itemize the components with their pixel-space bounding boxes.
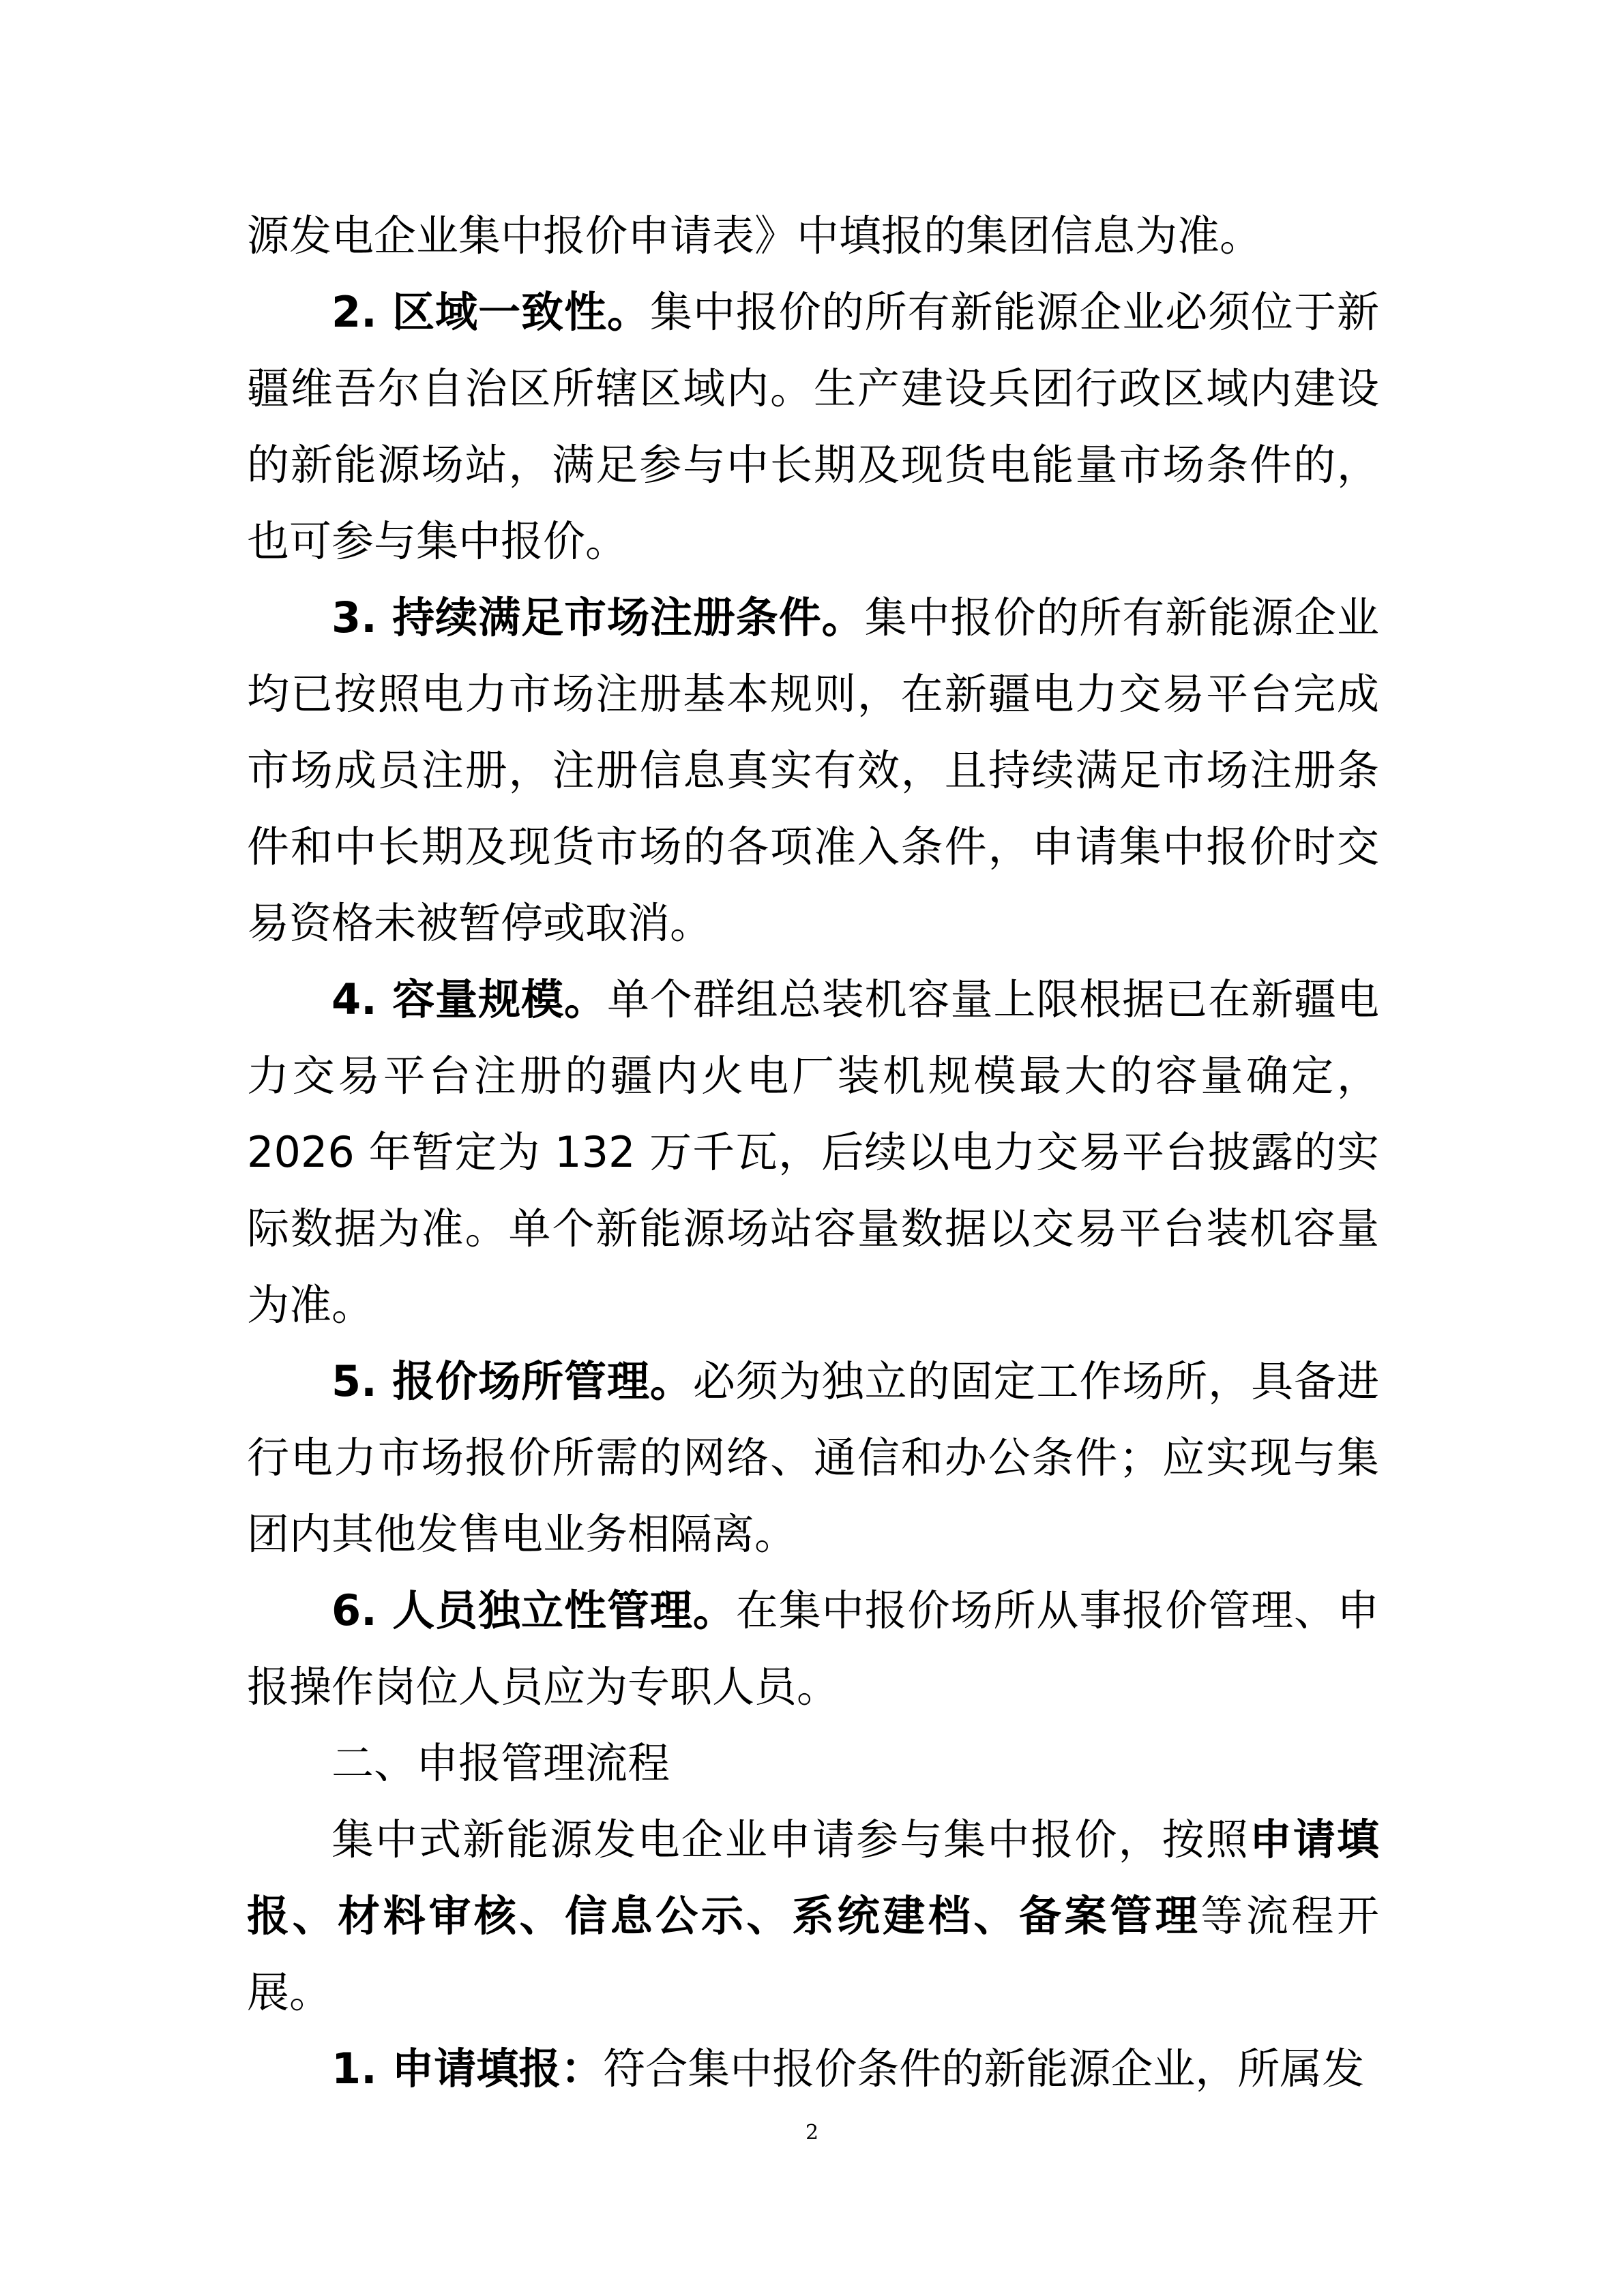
section-heading-process (247, 1725, 1379, 1802)
paragraph-process-overview (247, 1802, 1379, 2031)
paragraph-text: 单个群组总装机容量上限根据已在新疆电力交易平台注册的疆内火电厂装机规模最大的容量确定，2026 年暂定为 132 万千瓦，后续以电力交易平台披露的实际数据为准。单个新能源场站容量数据以交易平台装机容量为准。 (247, 974, 1379, 1330)
paragraph-capacity-scale (247, 961, 1379, 1343)
paragraph-text: 在集中报价场所从事报价管理、申报操作岗位人员应为专职人员。 (247, 1585, 1379, 1712)
page-number: 2 (805, 2121, 819, 2145)
paragraph-personnel-independence (247, 1572, 1379, 1725)
paragraph-continuation (247, 198, 1379, 274)
paragraph-text: 等流程开展。 (247, 1891, 1379, 2017)
item-heading-registration-conditions: 3. 持续满足市场注册条件。 (331, 593, 865, 642)
item-heading-personnel-independence: 6. 人员独立性管理。 (331, 1585, 736, 1635)
item-heading-regional-consistency: 2. 区域一致性。 (331, 287, 650, 337)
item-heading-application-filing: 1. 申请填报： (331, 2044, 604, 2093)
paragraph-text: 必须为独立的固定工作场所，具备进行电力市场报价所需的网络、通信和办公条件；应实现与集团内其他发售电业务相隔离。 (247, 1356, 1379, 1559)
paragraph-text: 源发电企业集中报价申请表》中填报的集团信息为准。 (247, 211, 1263, 260)
item-heading-capacity-scale: 4. 容量规模。 (331, 974, 607, 1024)
paragraph-text: 集中报价的所有新能源企业均已按照电力市场注册基本规则，在新疆电力交易平台完成市场成员注册，注册信息真实有效，且持续满足市场注册条件和中长期及现货市场的各项准入条件，申请集中报价时交易资格未被暂停或取消。 (247, 593, 1379, 948)
paragraph-application-filing (247, 2031, 1379, 2107)
paragraph-text: 符合集中报价条件的新能源企业，所属发 (603, 2044, 1365, 2093)
paragraph-text: 集中报价的所有新能源企业必须位于新疆维吾尔自治区所辖区域内。生产建设兵团行政区域内建设的新能源场站，满足参与中长期及现货电能量市场条件的，也可参与集中报价。 (247, 287, 1379, 566)
paragraph-text: 集中式新能源发电企业申请参与集中报价，按照 (331, 1815, 1250, 1864)
item-heading-venue-management: 5. 报价场所管理。 (331, 1356, 693, 1406)
paragraph-regional-consistency (247, 274, 1379, 580)
body-text (247, 198, 1379, 2107)
process-steps-emphasis: 申请填报、材料审核、信息公示、系统建档、备案管理 (247, 1815, 1379, 1941)
section-heading-text: 二、申报管理流程 (331, 1738, 670, 1788)
paragraph-venue-management (247, 1343, 1379, 1572)
paragraph-registration-conditions (247, 580, 1379, 961)
